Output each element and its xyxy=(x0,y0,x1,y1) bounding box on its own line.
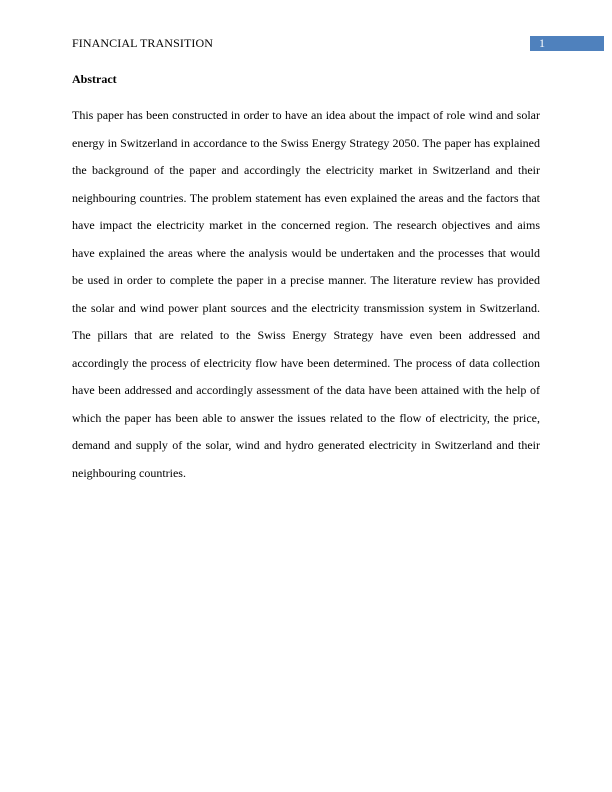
abstract-heading: Abstract xyxy=(72,72,117,86)
running-head: FINANCIAL TRANSITION xyxy=(72,36,213,50)
abstract-paragraph: This paper has been constructed in order to have an idea about the impact of role wind and solar energy in Switzerland in accordance to the Swiss Energy Strategy 2050. The paper has explained the background of the paper and accordingly the electricity market in Switzerland and their neighbouring countries. The problem statement has even explained the areas and the factors that have impact the electricity market in the concerned region. The research objectives and aims have explained the areas where the analysis would be undertaken and the processes that would be used in order to complete the paper in a precise manner. The literature review has provided the solar and wind power plant sources and the electricity transmission system in Switzerland. The pillars that are related to the Swiss Energy Strategy have even been addressed and accordingly the process of electricity flow have been determined. The process of data collection have been addressed and accordingly assessment of the data have been attained with the help of which the paper has been able to answer the issues related to the flow of electricity, the price, demand and supply of the solar, wind and hydro generated electricity in Switzerland and their neighbouring countries. xyxy=(72,108,540,480)
page-number: 1 xyxy=(530,36,604,51)
